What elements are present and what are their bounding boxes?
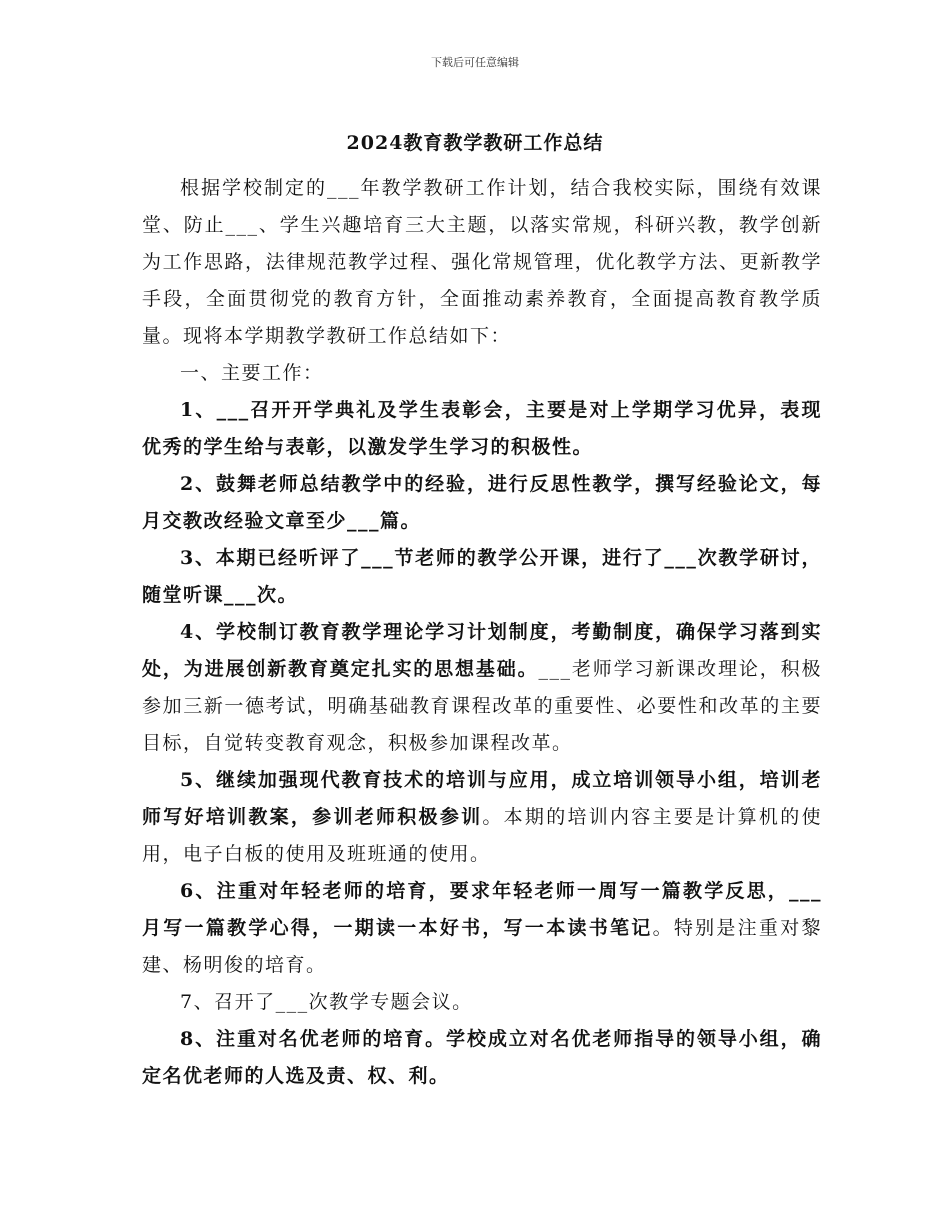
- item-bold-text: 1、___召开开学典礼及学生表彰会，主要是对上学期学习优异，表现优秀的学生给与表彰，以激发学生学习的积极性。: [142, 399, 822, 458]
- document-title: 2024教育教学教研工作总结: [346, 132, 604, 154]
- item-normal-text: ___老师学习新课改理论，积极参加三新一德考试，明确基础教育课程改革的重要性、必要性和改革的主要目标，自觉转变教育观念，积极参加课程改革。: [142, 658, 822, 754]
- item-bold-text: 2、鼓舞老师总结教学中的经验，进行反思性教学，撰写经验论文，每月交教改经验文章至少___篇。: [142, 473, 822, 532]
- item-normal-text: 7、召开了___次教学专题会议。: [180, 991, 473, 1013]
- section-heading: 一、主要工作：: [180, 362, 324, 384]
- item-normal-text: 。本期的培训内容主要是计算机的使用，电子白板的使用及班班通的使用。: [142, 806, 822, 865]
- page-header: 下载后可任意编辑: [431, 56, 519, 69]
- item-paragraph: [142, 1021, 822, 1095]
- item-bold-text: 3、本期已经听评了___节老师的教学公开课，进行了___次教学研讨，随堂听课___次。: [142, 547, 822, 606]
- item-paragraph: [142, 614, 822, 762]
- item-paragraph: [142, 540, 822, 614]
- document-body: [142, 170, 822, 1095]
- item-paragraph: [142, 392, 822, 466]
- item-bold-text: 8、注重对名优老师的培育。学校成立对名优老师指导的领导小组，确定名优老师的人选及责、权、利。: [142, 1028, 822, 1087]
- intro-paragraph: 根据学校制定的___年教学教研工作计划，结合我校实际，围绕有效课堂、防止___、学生兴趣培育三大主题，以落实常规，科研兴教，教学创新为工作思路，法律规范教学过程、强化常规管理，优化教学方法、更新教学手段，全面贯彻党的教育方针，全面推动素养教育，全面提高教育教学质量。现将本学期教学教研工作总结如下：: [142, 177, 822, 347]
- item-paragraph: [142, 873, 822, 984]
- item-bold-text: 5、继续加强现代教育技术的培训与应用，成立培训领导小组，培训老师写好培训教案，参训老师积极参训: [142, 769, 822, 828]
- item-paragraph: [142, 466, 822, 540]
- item-normal-text: 。特别是注重对黎建、杨明俊的培育。: [142, 917, 822, 976]
- item-paragraph: [142, 984, 822, 1021]
- item-bold-text: 4、学校制订教育教学理论学习计划制度，考勤制度，确保学习落到实处，为进展创新教育奠定扎实的思想基础。: [142, 621, 822, 680]
- item-bold-text: 6、注重对年轻老师的培育，要求年轻老师一周写一篇教学反思，___月写一篇教学心得，一期读一本好书，写一本读书笔记: [142, 880, 822, 939]
- item-paragraph: [142, 762, 822, 873]
